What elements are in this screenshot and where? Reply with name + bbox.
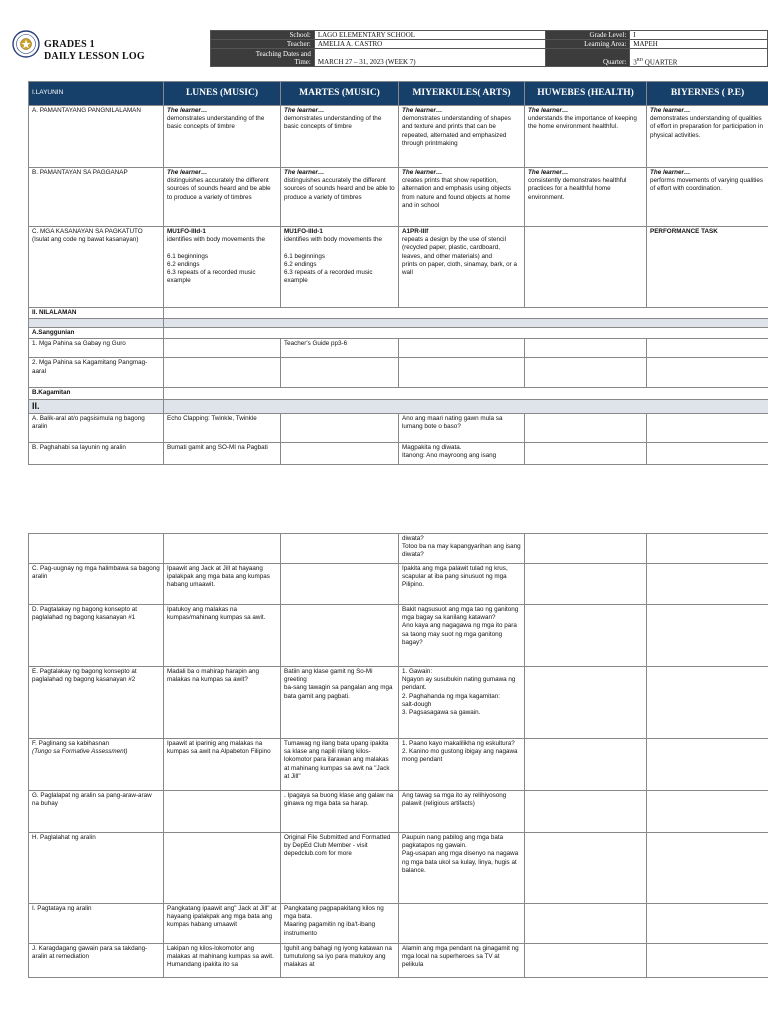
cell-r2-biyernes: [647, 358, 768, 388]
cell-rb-miyerkules: Magpakita ng diwata. Itanong: Ano mayroong ang isang: [399, 443, 525, 465]
cell-text: demonstrates understanding of qualities of effort in preparation for participation in physical activities.: [650, 115, 763, 139]
row-label-paglalapat: G. Paglalapat ng aralin sa pang-araw-araw na buhay: [29, 791, 164, 833]
log-title: [44, 39, 145, 63]
cell-c-lunes: [164, 227, 281, 308]
table-row: [29, 791, 768, 833]
cell-rj-biyernes: [647, 944, 768, 978]
lesson-log-table-page1: [28, 81, 768, 465]
cell-rg-miyerkules: Ang tawag sa mga ito ay relihiyosong palawit (religious artifacts): [399, 791, 525, 833]
quarter-label: Quarter:: [546, 49, 630, 67]
teaching-dates-label: [211, 49, 315, 67]
cell-rf-miyerkules: 1. Paano kayo makalilikha ng eskultura? 2. Kanino mo gustong ibigay ang nagawa mong pendant: [399, 739, 525, 791]
row-label-paglinang: [29, 739, 164, 791]
table-row: [29, 605, 768, 667]
quarter-suffix: RD: [636, 57, 644, 63]
cell-re-huwebes: [525, 667, 647, 739]
title-grade: GRADES 1: [44, 39, 95, 50]
cell-rj-lunes: Lakipan ng kilos-lokomotor ang malakas at mahinang kumpas sa awit. Humandang ipakita ito sa: [164, 944, 281, 978]
cell-rj-miyerkules: Alamin ang mga pendant na ginagamit ng mga local na superheroes sa TV at pelikula: [399, 944, 525, 978]
cell-rc-miyerkules: Ipakita ang mga palawit tulad ng krus, scapular at iba pang sinusuot ng mga Pilipino.: [399, 564, 525, 605]
cell-rb-cont-huwebes: [525, 534, 647, 564]
cell-ri-miyerkules: [399, 904, 525, 944]
cell-rg-martes: . Ipagaya sa buong klase ang galaw na ginawa ng mga bata sa harap.: [281, 791, 399, 833]
table-row: [29, 534, 768, 564]
col-header-lunes: LUNES (MUSIC): [164, 82, 281, 106]
cell-text: demonstrates understanding of shapes and texture and prints that can be repeated, alternated and emphasized through printmaking: [402, 115, 511, 147]
row-label-gabay-ng-guro: 1. Mga Pahina sa Gabay ng Guro: [29, 339, 164, 358]
cell-rf-martes: Tumawag ng ilang bata upang ipakita sa klase ang napili nilang kilos-lokomotor para ilarawan ang malakas at mahinang kumpas sa awit na "Jack at Jill": [281, 739, 399, 791]
table-row: [29, 319, 768, 328]
table-row: [29, 227, 768, 308]
row-label-pagtalakay-2: E. Pagtalakay ng bagong konsepto at paglalahad ng bagong kasanayan #2: [29, 667, 164, 739]
learning-area-value: MAPEH: [630, 40, 768, 49]
competency-code: MU1FO-IIId-1: [167, 228, 206, 235]
table-row: [29, 388, 768, 399]
learning-area-label: Learning Area:: [546, 40, 630, 49]
cell-rg-huwebes: [525, 791, 647, 833]
cell-rg-lunes: [164, 791, 281, 833]
table-row: [29, 399, 768, 414]
row-label-kagamitang-pangmag-aaral: 2. Mga Pahina sa Kagamitang Pangmag-aaral: [29, 358, 164, 388]
school-value: LAGO ELEMENTARY SCHOOL: [314, 31, 546, 40]
col-header-biyernes: BIYERNES ( P.E): [647, 82, 768, 106]
cell-text: repeats a design by the use of stencil (recycled paper, plastic, cardboard, leaves, and other materials) and prints on paper, cloth, sinamay, bark, or a wall: [402, 236, 518, 276]
cell-a-lunes: [164, 106, 281, 168]
table-row: [29, 739, 768, 791]
cell-re-martes: Batiin ang klase gamit ng So-Mi greeting ba-sang tawagin sa pangalan ang mga bata gamit ang pagbati.: [281, 667, 399, 739]
quarter-number: 3: [633, 58, 637, 67]
table-row: [29, 106, 768, 168]
cell-rc-biyernes: [647, 564, 768, 605]
table-row: [29, 944, 768, 978]
cell-lead: The learner…: [528, 107, 569, 114]
cell-rb-biyernes: [647, 443, 768, 465]
cell-text: creates prints that show repetition, alternation and emphasis using objects from nature and found objects at home and in school: [402, 177, 511, 209]
cell-lead: The learner…: [284, 169, 325, 176]
col-header-miyerkules: MIYERKULES( ARTS): [399, 82, 525, 106]
cell-rg-biyernes: [647, 791, 768, 833]
cell-lead: The learner…: [284, 107, 325, 114]
band-row-blank: [29, 319, 164, 328]
cell-b-lunes: [164, 168, 281, 227]
cell-ra-miyerkules: Ano ang maari nating gawn mula sa lumang bote o baso?: [399, 414, 525, 443]
cell-rf-biyernes: [647, 739, 768, 791]
cell-c-huwebes: [525, 227, 647, 308]
table-row: [29, 168, 768, 227]
cell-nilalaman: [164, 308, 768, 319]
cell-b-martes: [281, 168, 399, 227]
row-label-paglalahat: H. Paglalahat ng aralin: [29, 833, 164, 904]
col-header-layunin: I.LAYUNIN: [29, 82, 164, 106]
cell-rh-biyernes: [647, 833, 768, 904]
cell-c-biyernes-performance-task: PERFORMANCE TASK: [647, 227, 768, 308]
cell-text: identifies with body movements the 6.1 beginnings 6.2 endings 6.3 repeats of a recorded music example: [167, 236, 266, 285]
table-row: [29, 308, 768, 319]
cell-ri-lunes: Pangkatang ipaawit ang" Jack at Jill" at hayaang ipalakpak ang mga bata ang kumpas habang umaawit: [164, 904, 281, 944]
cell-a-martes: [281, 106, 399, 168]
cell-ra-lunes: Echo Clapping: Twinkle, Twinkle: [164, 414, 281, 443]
cell-rf-huwebes: [525, 739, 647, 791]
cell-text: understands the importance of keeping the home environment healthful.: [528, 115, 637, 131]
cell-ra-huwebes: [525, 414, 647, 443]
paglinang-sublabel: (Tungo sa Formative Assessment): [32, 748, 128, 756]
cell-rb-lunes: Bumati gamit ang SO-MI na Pagbati: [164, 443, 281, 465]
cell-b-miyerkules: [399, 168, 525, 227]
row-label-kasanayan-sa-pagkatuto: C. MGA KASANAYAN SA PAGKATUTO (Isulat ang code ng bawat kasanayan): [29, 227, 164, 308]
quarter-value: [630, 49, 768, 67]
cell-rj-huwebes: [525, 944, 647, 978]
cell-text: distinguishes accurately the different sources of sounds heard and be able to produce a variety of timbres: [284, 177, 395, 201]
cell-rb-cont-lunes: [164, 534, 281, 564]
teaching-dates-value: MARCH 27 – 31, 2023 (WEEK 7): [314, 49, 546, 67]
cell-ri-martes: Pangkatang pagpapakitang kilos ng mga bata. Maaring pagamitin ng iba't-ibang instrumento: [281, 904, 399, 944]
row-label-pagtataya: I. Pagtataya ng aralin: [29, 904, 164, 944]
cell-rd-huwebes: [525, 605, 647, 667]
col-header-huwebes: HUWEBES (HEALTH): [525, 82, 647, 106]
cell-lead: The learner…: [650, 107, 691, 114]
cell-c-martes: [281, 227, 399, 308]
cell-rb-huwebes: [525, 443, 647, 465]
row-label-pag-uugnay: C. Pag-uugnay ng mga halimbawa sa bagong aralin: [29, 564, 164, 605]
row-label-pamantayang-pangnilalaman: A. PAMANTAYANG PANGNILALAMAN: [29, 106, 164, 168]
table-row: [29, 358, 768, 388]
table-row: [29, 414, 768, 443]
teacher-label: Teacher:: [211, 40, 315, 49]
cell-ri-biyernes: [647, 904, 768, 944]
deped-seal-icon: [12, 30, 40, 58]
cell-lead: The learner…: [402, 107, 443, 114]
cell-r2-martes: [281, 358, 399, 388]
table-row: [29, 667, 768, 739]
cell-text: demonstrates understanding of the basic concepts of timbre: [284, 115, 382, 131]
cell-b-huwebes: [525, 168, 647, 227]
paglinang-label: F. Paglinang sa kabihasnan: [32, 740, 110, 747]
cell-lead: The learner…: [167, 169, 208, 176]
cell-a-miyerkules: [399, 106, 525, 168]
cell-rj-martes: Iguhit ang bahagi ng iyong katawan na tumutulong sa iyo para matukoy ang malakas at: [281, 944, 399, 978]
cell-rc-huwebes: [525, 564, 647, 605]
col-header-martes: MARTES (MUSIC): [281, 82, 399, 106]
cell-rh-huwebes: [525, 833, 647, 904]
row-label-paghahabi: B. Paghahabi sa layunin ng aralin: [29, 443, 164, 465]
row-label-karagdagang-gawain: J. Karagdagang gawain para sa takdang-aralin at remediation: [29, 944, 164, 978]
cell-rd-miyerkules: Bakit nagsusuot ang mga tao ng ganitong mga bagay sa kanilang katawan? Ano kaya ang nagagawa ng mga ito para sa taong may suot ng mga ganitong bagay?: [399, 605, 525, 667]
header-info-table: [210, 30, 768, 67]
cell-text: distinguishes accurately the different sources of sounds heard and be able to produce a variety of timbres: [167, 177, 271, 201]
cell-r1-miyerkules: [399, 339, 525, 358]
cell-text: consistently demonstrates healthful practices for a healthful home environment.: [528, 177, 627, 201]
section-label-ii: II.: [29, 399, 164, 414]
table-row: [29, 443, 768, 465]
cell-c-miyerkules: [399, 227, 525, 308]
cell-re-biyernes: [647, 667, 768, 739]
cell-rc-lunes: Ipaawit ang Jack at Jill at hayaang ipalakpak ang mga bata ang kumpas habang umaawit.: [164, 564, 281, 605]
dates-label-line1: Teaching Dates and: [255, 49, 311, 58]
cell-rb-cont-martes: [281, 534, 399, 564]
cell-b-biyernes: [647, 168, 768, 227]
cell-lead: The learner…: [167, 107, 208, 114]
cell-r1-martes: Teacher's Guide pp3-6: [281, 339, 399, 358]
cell-ra-martes: [281, 414, 399, 443]
table-row: [29, 833, 768, 904]
cell-r1-lunes: [164, 339, 281, 358]
cell-r2-huwebes: [525, 358, 647, 388]
cell-rd-martes: [281, 605, 399, 667]
teacher-value: AMELIA A. CASTRO: [314, 40, 546, 49]
cell-text: demonstrates understanding of the basic concepts of timbre: [167, 115, 265, 131]
cell-rh-lunes: [164, 833, 281, 904]
cell-re-miyerkules: 1. Gawain: Ngayon ay susubukin nating gumawa ng pendant. 2. Paghahanda ng mga kagamitan: salt-dough 3. Pagsasagawa sa gawain.: [399, 667, 525, 739]
competency-code: MU1FO-IIId-1: [284, 228, 323, 235]
cell-ri-huwebes: [525, 904, 647, 944]
cell-text: identifies with body movements the 6.1 beginnings 6.2 endings 6.3 repeats of a recorded music example: [284, 236, 383, 285]
table-row: [29, 339, 768, 358]
cell-sanggunian: [164, 328, 768, 339]
cell-rc-martes: [281, 564, 399, 605]
cell-r1-biyernes: [647, 339, 768, 358]
cell-re-lunes: Madali ba o mahirap harapin ang malakas na kumpas sa awit?: [164, 667, 281, 739]
grade-level-value: I: [630, 31, 768, 40]
cell-rb-cont-miyerkules: diwata? Totoo ba na may kapangyarihan ang isang diwata?: [399, 534, 525, 564]
school-label: School:: [211, 31, 315, 40]
cell-rb-cont-biyernes: [647, 534, 768, 564]
cell-r2-lunes: [164, 358, 281, 388]
cell-rd-biyernes: [647, 605, 768, 667]
table-row: [29, 564, 768, 605]
row-label-continued: [29, 534, 164, 564]
cell-rd-lunes: Ipatukoy ang malakas na kumpas/mahinang kumpas sa awit.: [164, 605, 281, 667]
row-label-pagtalakay-1: D. Pagtalakay ng bagong konsepto at paglalahad ng bagong kasanayan #1: [29, 605, 164, 667]
cell-rf-lunes: Ipaawit at iparinig ang malakas na kumpas sa awit na Alpabeton Filipino: [164, 739, 281, 791]
cell-lead: The learner…: [650, 169, 691, 176]
cell-kagamitan: [164, 388, 768, 399]
quarter-word: QUARTER: [644, 58, 678, 67]
competency-code: A1PR-IIIf: [402, 228, 429, 235]
row-label-pamantayan-sa-pagganap: B. PAMANTAYAN SA PAGGANAP: [29, 168, 164, 227]
cell-text: performs movements of varying qualities of effort with coordination.: [650, 177, 764, 193]
cell-lead: The learner…: [528, 169, 569, 176]
grade-level-label: Grade Level:: [546, 31, 630, 40]
table-row: [29, 328, 768, 339]
cell-lead: The learner…: [402, 169, 443, 176]
table-row: [29, 904, 768, 944]
band-row-blank-cells: [164, 319, 768, 328]
cell-a-biyernes: [647, 106, 768, 168]
dates-label-line2: Time:: [294, 57, 311, 66]
cell-rh-martes: Original File Submitted and Formatted by DepEd Club Member - visit depedclub.com for more: [281, 833, 399, 904]
row-label-nilalaman: II. NILALAMAN: [29, 308, 164, 319]
cell-r2-miyerkules: [399, 358, 525, 388]
cell-a-huwebes: [525, 106, 647, 168]
title-log: DAILY LESSON LOG: [44, 51, 145, 62]
cell-r1-huwebes: [525, 339, 647, 358]
cell-ra-biyernes: [647, 414, 768, 443]
cell-rh-miyerkules: Paupuin nang pabilog ang mga bata pagkatapos ng gawain. Pag-usapan ang mga disenyo na nagawa ng mga bata ukol sa kulay, linya, hugis at balance.: [399, 833, 525, 904]
lesson-log-table-page2: [28, 533, 768, 978]
row-label-balik-aral: A. Balik-aral at/o pagsisimula ng bagong aralin: [29, 414, 164, 443]
row-label-kagamitan: B.Kagamitan: [29, 388, 164, 399]
band-row-ii: [164, 399, 768, 414]
cell-rb-martes: [281, 443, 399, 465]
row-label-sanggunian: A.Sanggunian: [29, 328, 164, 339]
